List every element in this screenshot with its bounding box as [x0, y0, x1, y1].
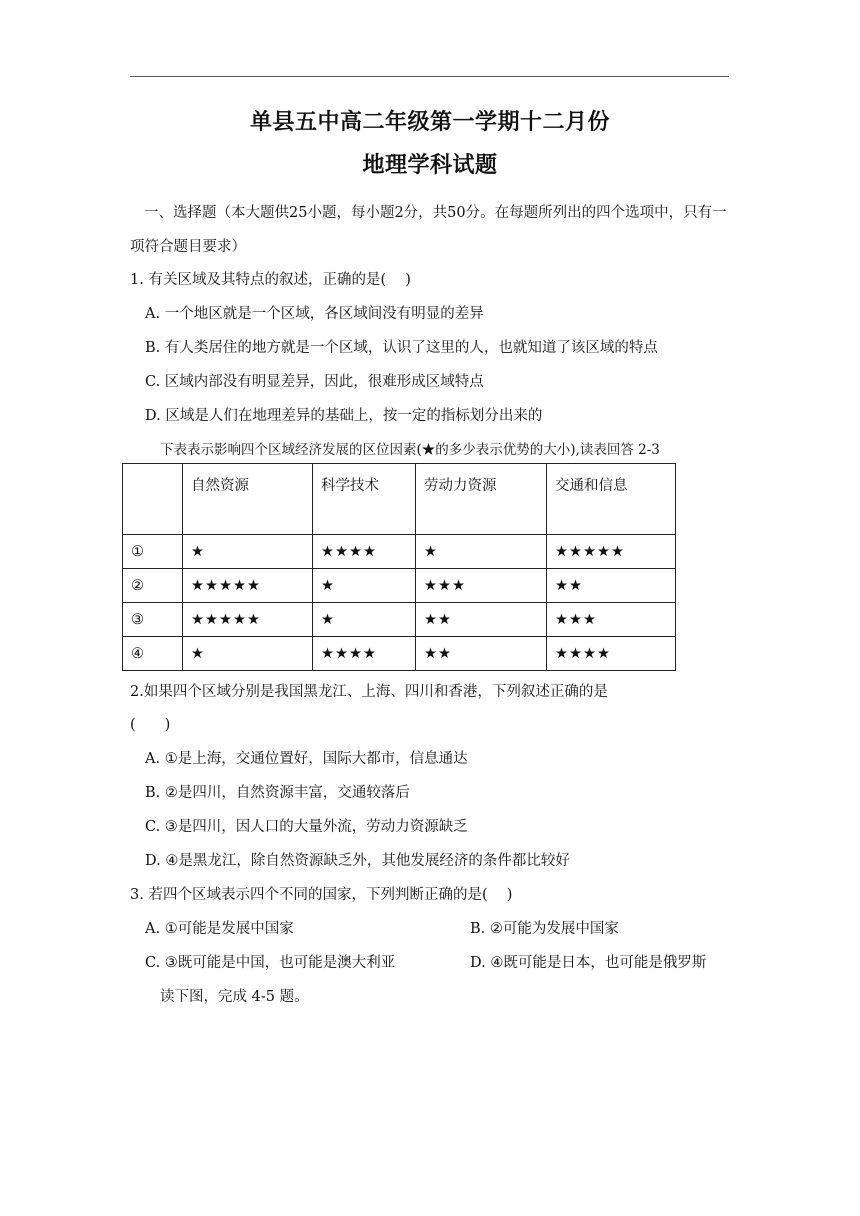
- table-row-label: ①: [123, 535, 183, 569]
- question-2-option-d: D. ④是黑龙江，除自然资源缺乏外，其他发展经济的条件都比较好: [145, 853, 570, 869]
- page-subtitle: 地理学科试题: [362, 152, 498, 178]
- table-cell: ★★: [416, 637, 547, 671]
- table-cell: ★★★: [547, 603, 676, 637]
- question-1-option-b: B. 有人类居住的地方就是一个区域，认识了这里的人，也就知道了该区域的特点: [145, 340, 658, 356]
- question-2-stem: 2.如果四个区域分别是我国黑龙江、上海、四川和香港，下列叙述正确的是: [130, 684, 608, 700]
- section-instructions: 一、选择题（本大题供25小题，每小题2分，共50分。在每题所列出的四个选项中，只有一项符合题目要求）: [130, 205, 727, 255]
- question-1-stem: 1. 有关区域及其特点的叙述，正确的是( ): [130, 272, 411, 288]
- page-title: 单县五中高二年级第一学期十二月份: [249, 109, 610, 135]
- header-rule: [130, 76, 729, 77]
- table-row: [123, 535, 676, 569]
- question-3-option-c: C. ③既可能是中国，也可能是澳大利亚: [145, 955, 396, 971]
- table-intro: 下表表示影响四个区域经济发展的区位因素(★的多少表示优势的大小),读表回答 2-3: [160, 442, 660, 458]
- next-question-intro: 读下图，完成 4-5 题。: [160, 989, 309, 1005]
- question-2-option-c: C. ③是四川，因人口的大量外流，劳动力资源缺乏: [145, 819, 468, 835]
- table-cell: ★★: [547, 569, 676, 603]
- question-3-option-d: D. ④既可能是日本，也可能是俄罗斯: [470, 955, 707, 971]
- table-header-cell: 自然资源: [183, 464, 313, 535]
- table-row: [123, 569, 676, 603]
- question-1-option-a: A. 一个地区就是一个区域，各区域间没有明显的差异: [145, 306, 484, 322]
- question-2-option-b: B. ②是四川，自然资源丰富，交通较落后: [145, 785, 410, 801]
- table-cell: ★★★★: [313, 637, 416, 671]
- question-3-option-a: A. ①可能是发展中国家: [145, 921, 294, 937]
- table-header-row: [123, 464, 676, 535]
- table-row-label: ③: [123, 603, 183, 637]
- table-cell: ★★: [416, 603, 547, 637]
- table-cell: ★: [183, 535, 313, 569]
- table-header-cell: 劳动力资源: [416, 464, 547, 535]
- table-cell: ★★★: [416, 569, 547, 603]
- table-row-label: ④: [123, 637, 183, 671]
- question-2-stem-cont: ( ): [130, 717, 171, 733]
- table-cell: ★★★★: [547, 637, 676, 671]
- table-row: [123, 603, 676, 637]
- table-cell: ★: [183, 637, 313, 671]
- question-3-stem: 3. 若四个区域表示四个不同的国家，下列判断正确的是( ): [130, 887, 513, 903]
- table-cell: ★★★★: [313, 535, 416, 569]
- question-2-option-a: A. ①是上海，交通位置好，国际大都市，信息通达: [145, 751, 468, 767]
- table-cell: ★★★★★: [183, 603, 313, 637]
- table-cell: ★: [313, 603, 416, 637]
- table-cell: ★: [416, 535, 547, 569]
- table-cell: ★★★★★: [547, 535, 676, 569]
- table-header-cell: 交通和信息: [547, 464, 676, 535]
- location-factor-table: [122, 463, 676, 671]
- question-1-option-d: D. 区域是人们在地理差异的基础上，按一定的指标划分出来的: [145, 408, 543, 424]
- table-cell: ★: [313, 569, 416, 603]
- table-header-cell: [123, 464, 183, 535]
- question-3-option-b: B. ②可能为发展中国家: [470, 921, 619, 937]
- question-1-option-c: C. 区域内部没有明显差异，因此，很难形成区域特点: [145, 374, 484, 390]
- table-row: [123, 637, 676, 671]
- table-header-cell: 科学技术: [313, 464, 416, 535]
- table-cell: ★★★★★: [183, 569, 313, 603]
- table-row-label: ②: [123, 569, 183, 603]
